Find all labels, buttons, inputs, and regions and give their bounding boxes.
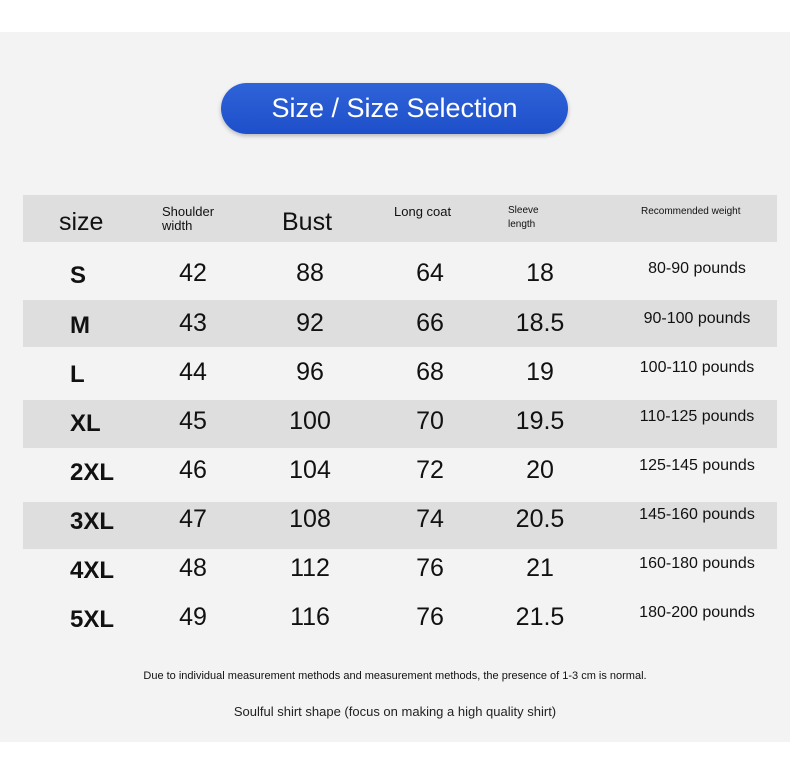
cell-shoulder: 49 (179, 603, 207, 631)
cell-sleeve: 18 (526, 259, 554, 287)
cell-bust: 92 (296, 309, 324, 337)
cell-sleeve: 19 (526, 358, 554, 386)
cell-coat: 70 (416, 407, 444, 435)
cell-bust: 112 (290, 554, 330, 582)
header-weight: Recommended weight (641, 206, 741, 217)
cell-bust: 104 (289, 456, 331, 484)
cell-shoulder: 46 (179, 456, 207, 484)
size-selection-title: Size / Size Selection (221, 83, 568, 134)
cell-bust: 108 (289, 505, 331, 533)
header-shoulder (162, 205, 214, 233)
cell-weight: 160-180 pounds (639, 555, 755, 572)
cell-coat: 76 (416, 554, 444, 582)
cell-size: S (70, 262, 87, 289)
header-shoulder-line2: width (162, 218, 193, 233)
cell-coat: 64 (416, 259, 444, 287)
header-bust: Bust (282, 208, 333, 236)
cell-size: L (70, 361, 85, 388)
header-size: size (59, 208, 104, 236)
cell-shoulder: 45 (179, 407, 207, 435)
header-shoulder-line1: Shoulder (162, 204, 215, 219)
cell-size: M (70, 312, 90, 339)
cell-size: 3XL (70, 508, 115, 535)
cell-size: 4XL (70, 557, 115, 584)
cell-bust: 116 (290, 603, 330, 631)
cell-bust: 88 (296, 259, 324, 287)
measurement-note: Due to individual measurement methods and measurement methods, the presence of 1-3 cm is normal. (143, 670, 647, 682)
cell-size: 2XL (70, 459, 115, 486)
cell-sleeve: 20 (526, 456, 554, 484)
cell-weight: 80-90 pounds (648, 260, 746, 277)
cell-shoulder: 48 (179, 554, 207, 582)
cell-shoulder: 43 (179, 309, 207, 337)
cell-weight: 125-145 pounds (639, 457, 755, 474)
cell-weight: 90-100 pounds (643, 310, 751, 327)
cell-sleeve: 21 (526, 554, 554, 582)
cell-coat: 68 (416, 358, 444, 386)
tagline: Soulful shirt shape (focus on making a high quality shirt) (233, 704, 557, 719)
cell-weight: 100-110 pounds (639, 359, 755, 376)
cell-weight: 180-200 pounds (639, 604, 755, 621)
cell-coat: 72 (416, 456, 444, 484)
cell-coat: 74 (416, 505, 444, 533)
cell-bust: 100 (289, 407, 331, 435)
header-sleeve-line1: Sleeve (508, 205, 539, 216)
cell-coat: 66 (416, 309, 444, 337)
cell-sleeve: 19.5 (515, 407, 565, 435)
cell-sleeve: 20.5 (515, 505, 565, 533)
cell-weight: 145-160 pounds (639, 506, 755, 523)
cell-shoulder: 47 (179, 505, 207, 533)
cell-shoulder: 42 (179, 259, 207, 287)
cell-size: 5XL (70, 606, 115, 633)
header-sleeve (508, 204, 539, 232)
cell-coat: 76 (416, 603, 444, 631)
cell-size: XL (70, 410, 101, 437)
header-long-coat: Long coat (394, 204, 452, 219)
cell-sleeve: 21.5 (515, 603, 565, 631)
header-sleeve-line2: length (508, 219, 536, 230)
cell-weight: 110-125 pounds (639, 408, 755, 425)
cell-bust: 96 (296, 358, 324, 386)
size-chart-panel (0, 32, 790, 742)
cell-shoulder: 44 (179, 358, 207, 386)
cell-sleeve: 18.5 (515, 309, 565, 337)
